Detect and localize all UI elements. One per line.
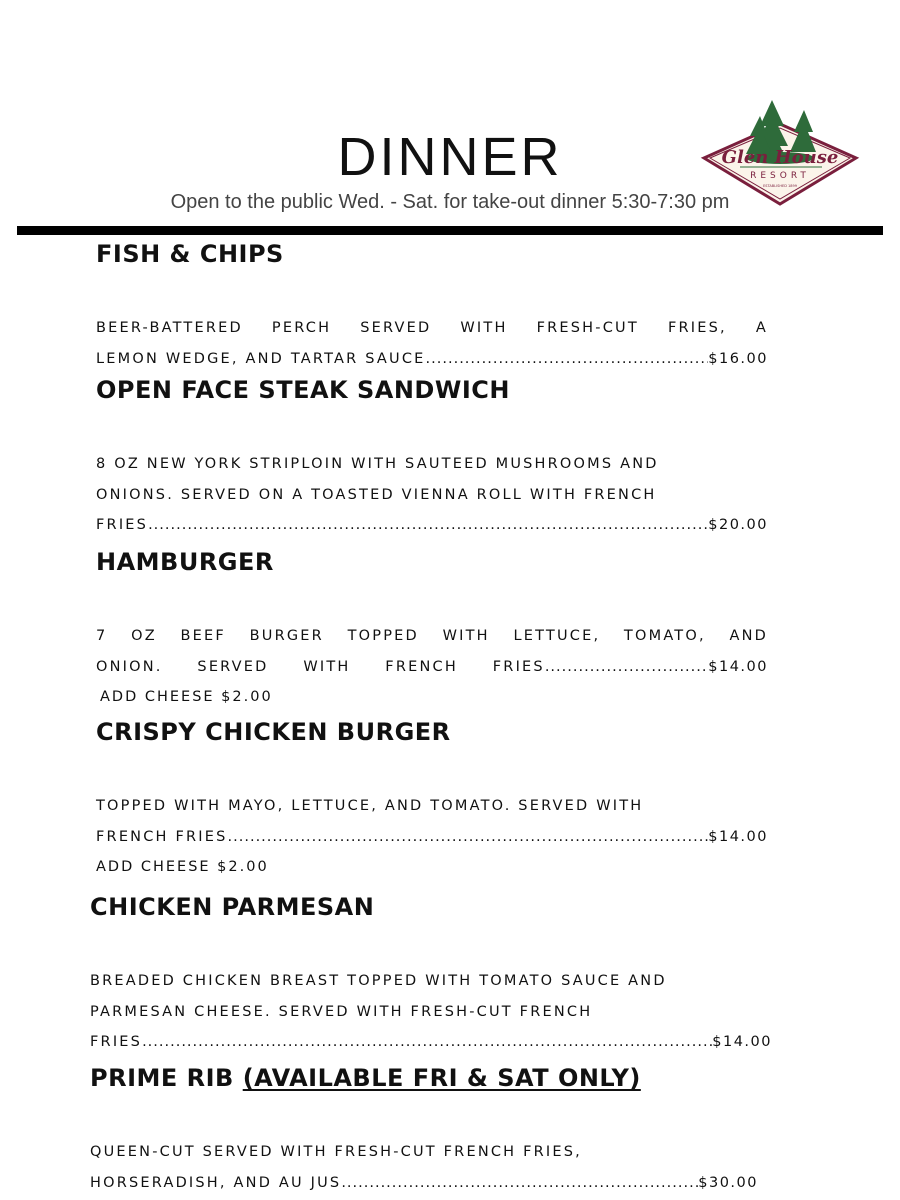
- menu-item-steak-sandwich: [96, 377, 768, 541]
- menu-item-hamburger: [96, 549, 768, 713]
- dot-leader: [142, 1027, 712, 1058]
- item-description-line: FRIES: [96, 517, 149, 533]
- item-description-line: LEMON WEDGE, AND TARTAR SAUCE: [96, 350, 426, 367]
- item-description-line: HORSERADISH, AND AU JUS: [90, 1174, 342, 1191]
- item-name: FISH & CHIPS: [96, 240, 284, 268]
- item-price: $14.00: [708, 658, 768, 675]
- item-description-line: 7 OZ BEEF BURGER TOPPED WITH LETTUCE, TOMATO, AND: [96, 628, 768, 644]
- item-price: $14.00: [712, 1034, 772, 1050]
- item-price: $20.00: [708, 517, 768, 533]
- item-description-line: FRIES: [90, 1034, 143, 1050]
- item-price: $14.00: [708, 828, 768, 845]
- dot-leader: [228, 822, 709, 853]
- item-description-line: TOPPED WITH MAYO, LETTUCE, AND TOMATO. SERVED WITH: [96, 798, 644, 814]
- item-price: $16.00: [708, 350, 768, 367]
- menu-item-chicken-parmesan: [90, 894, 772, 1058]
- item-name: PRIME RIB: [90, 1064, 234, 1092]
- item-description-line: PARMESAN CHEESE. SERVED WITH FRESH-CUT FRENCH: [90, 1003, 593, 1020]
- page-title: DINNER: [337, 127, 563, 187]
- menu-item-fish-chips: [96, 241, 768, 374]
- header-divider: [17, 226, 883, 235]
- dot-leader: [426, 344, 709, 375]
- svg-text:ESTABLISHED 1899: ESTABLISHED 1899: [763, 184, 797, 188]
- logo-text: Glen House: [721, 147, 839, 168]
- dot-leader: [545, 652, 708, 683]
- item-description-line: BREADED CHICKEN BREAST TOPPED WITH TOMATO SAUCE AND: [90, 973, 667, 989]
- menu-item-crispy-chicken-burger: [96, 719, 768, 883]
- item-description-line: ONIONS. SERVED ON A TOASTED VIENNA ROLL WITH FRENCH: [96, 486, 657, 503]
- item-description-line: ONION. SERVED WITH FRENCH FRIES: [96, 658, 545, 675]
- dot-leader: [148, 510, 708, 541]
- svg-text:RESORT: RESORT: [750, 171, 810, 181]
- item-name: OPEN FACE STEAK SANDWICH: [96, 376, 510, 404]
- dot-leader: [341, 1168, 698, 1199]
- item-description-line: QUEEN-CUT SERVED WITH FRESH-CUT FRENCH FRIES,: [90, 1144, 582, 1160]
- glen-house-logo: [700, 96, 860, 208]
- item-availability-note: (AVAILABLE FRI & SAT ONLY): [242, 1064, 641, 1092]
- item-description-line: 8 OZ NEW YORK STRIPLOIN WITH SAUTEED MUSHROOMS AND: [96, 456, 659, 472]
- item-addon: ADD CHEESE $2.00: [96, 859, 269, 875]
- item-price: $30.00: [698, 1174, 758, 1191]
- menu-item-prime-rib: [90, 1065, 758, 1198]
- item-description-line: FRENCH FRIES: [96, 828, 228, 845]
- item-name: CHICKEN PARMESAN: [90, 893, 375, 921]
- page-subtitle: Open to the public Wed. - Sat. for take-out dinner 5:30-7:30 pm: [170, 191, 730, 213]
- item-name: CRISPY CHICKEN BURGER: [96, 718, 451, 746]
- item-description-line: BEER-BATTERED PERCH SERVED WITH FRESH-CUT FRIES, A: [96, 320, 768, 336]
- item-addon: ADD CHEESE $2.00: [100, 689, 273, 705]
- item-name: HAMBURGER: [96, 548, 274, 576]
